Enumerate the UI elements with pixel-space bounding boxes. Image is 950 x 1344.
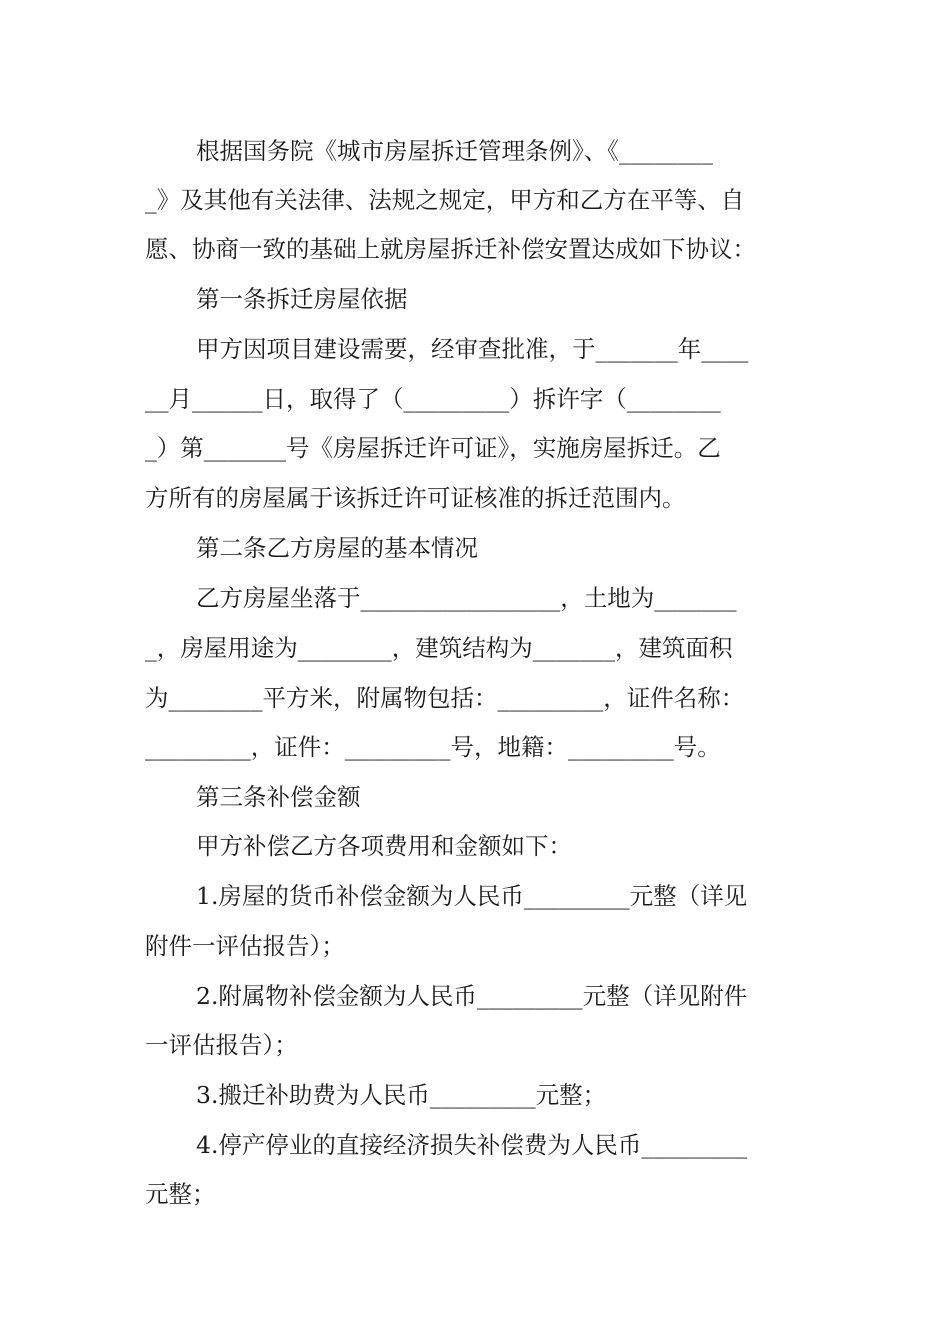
paragraph-line: _》及其他有关法律、法规之规定，甲方和乙方在平等、自: [145, 186, 745, 214]
list-item-line: 一评估报告）；: [145, 1031, 298, 1059]
list-item-line: 附件一评估报告）；: [145, 932, 345, 960]
paragraph-line: 为________平方米，附属物包括：_________，证件名称：: [145, 684, 745, 712]
article-heading: 第二条乙方房屋的基本情况: [196, 534, 478, 562]
paragraph-line: _，房屋用途为________，建筑结构为_______，建筑面积: [145, 634, 733, 662]
paragraph-line: __月______日，取得了（_________）拆许字（________: [145, 385, 721, 413]
paragraph-line: 乙方房屋坐落于_________________，土地为_______: [196, 584, 737, 612]
paragraph-line: 甲方因项目建设需要，经审查批准，于_______年____: [196, 335, 749, 363]
list-item-line: 2.附属物补偿金额为人民币_________元整（详见附件: [196, 982, 748, 1010]
paragraph-line: 方所有的房屋属于该拆迁许可证核准的拆迁范围内。: [145, 484, 686, 512]
paragraph-line: 愿、协商一致的基础上就房屋拆迁补偿安置达成如下协议：: [145, 235, 756, 263]
paragraph-line: _________，证件：_________号，地籍：_________号。: [145, 733, 721, 761]
paragraph-line: 根据国务院《城市房屋拆迁管理条例》、《________: [196, 137, 713, 165]
article-heading: 第三条补偿金额: [196, 783, 361, 811]
list-item-line: 1.房屋的货币补偿金额为人民币_________元整（详见: [196, 882, 748, 910]
paragraph-line: 甲方补偿乙方各项费用和金额如下：: [196, 832, 572, 860]
list-item-line: 元整；: [145, 1180, 216, 1208]
paragraph-line: _）第_______号《房屋拆迁许可证》，实施房屋拆迁。乙: [145, 434, 721, 462]
list-item-line: 3.搬迁补助费为人民币_________元整；: [196, 1081, 607, 1109]
article-heading: 第一条拆迁房屋依据: [196, 285, 408, 313]
list-item-line: 4.停产停业的直接经济损失补偿费为人民币_________: [196, 1131, 748, 1159]
